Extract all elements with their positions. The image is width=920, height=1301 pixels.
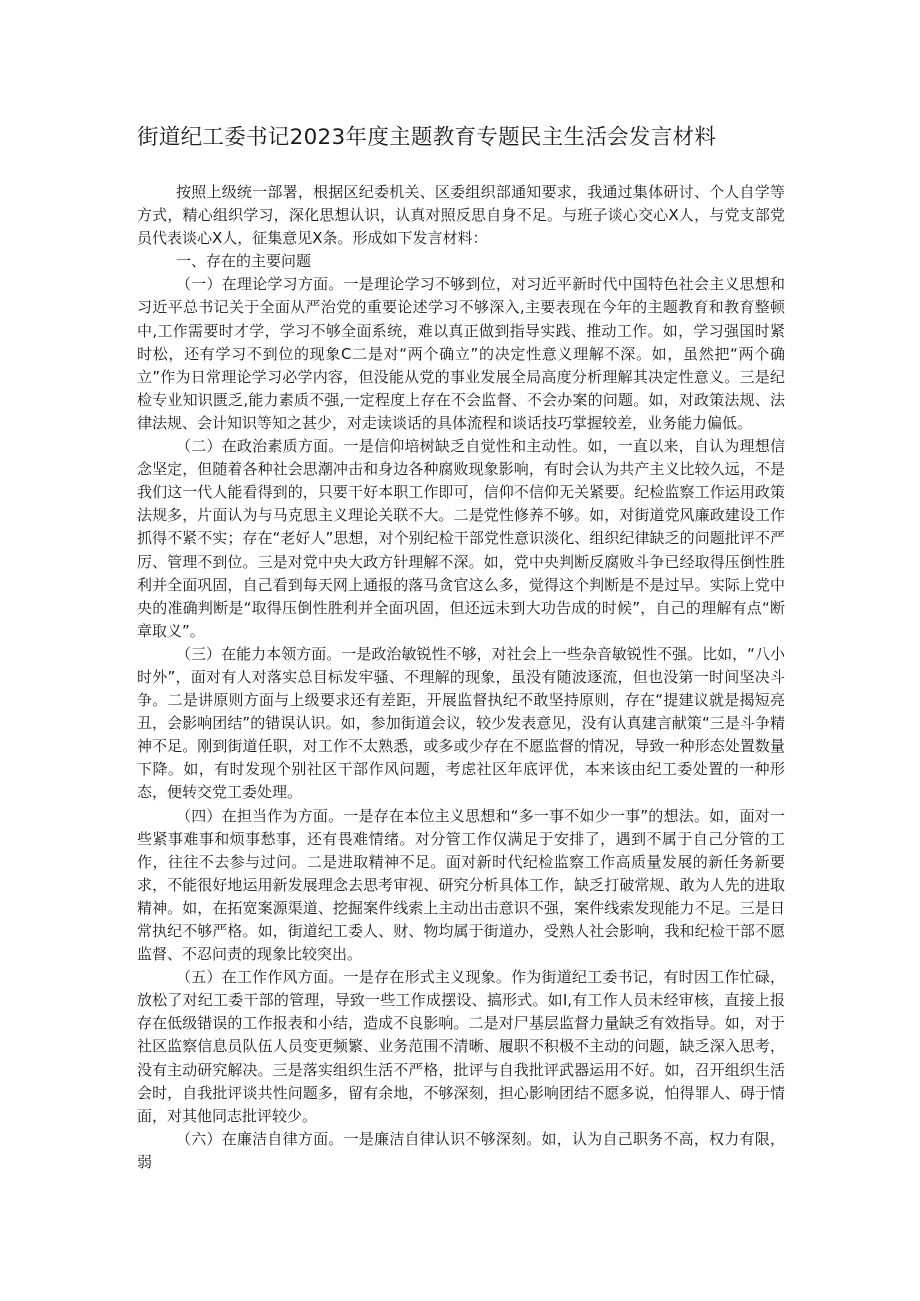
paragraph-political-quality: （二）在政治素质方面。一是信仰培树缺乏自觉性和主动性。如，一直以来，自认为理想信念坚定，但随着各种社会思潮冲击和身边各种腐败现象影响，有时会认为共产主义比较久远，不是我们这一代人能看得到的，只要干好本职工作即可，信仰不信仰无关紧要。纪检监察工作运用政策法规多，片面认为与马克思主义理论关联不大。二是党性修养不够。如，对街道党风廉政建设工作抓得不紧不实；存在“老好人”思想，对个别纪检干部党性意识淡化、组织纪律缺乏的问题批评不严厉、管理不到位。三是对党中央大政方针理解不深。如，党中央判断反腐败斗争已经取得压倒性胜利并全面巩固，自己看到每天网上通报的落马贪官这么多，觉得这个判断是不是过早。实际上党中央的准确判断是“取得压倒性胜利并全面巩固，但还远未到大功告成的时候”，自己的理解有点“断章取义”。 <box>137 437 785 640</box>
document-title: 街道纪工委书记2023年度主题教育专题民主生活会发言材料 <box>137 125 717 150</box>
paragraph-responsibility: （四）在担当作为方面。一是存在本位主义思想和“多一事不如少一事”的想法。如，面对一些紧事难事和烦事愁事，还有畏难情绪。对分管工作仅满足于安排了，遇到不属于自己分管的工作，往往不去参与过问。二是进取精神不足。面对新时代纪检监察工作高质量发展的新任务新要求，不能很好地运用新发展理念去思考审视、研究分析具体工作，缺乏打破常规、敢为人先的进取精神。如，在拓宽案源渠道、挖掘案件线索上主动出击意识不强，案件线索发现能力不足。三是日常执纪不够严格。如，街道纪工委人、财、物均属于街道办，受熟人社会影响，我和纪检干部不愿监督、不忍问责的现象比较突出。 <box>137 806 785 964</box>
section-heading: 一、存在的主要问题 <box>176 252 312 271</box>
paragraph-theory-study: （一）在理论学习方面。一是理论学习不够到位，对习近平新时代中国特色社会主义思想和习近平总书记关于全面从严治党的重要论述学习不够深入,主要表现在今年的主题教育和教育整顿中,工作需要时才学，学习不够全面系统，难以真正做到指导实践、推动工作。如，学习强国时紧时松，还有学习不到位的现象C二是对“两个确立”的决定性意义理解不深。如，虽然把“两个确立”作为日常理论学习必学内容，但没能从党的事业发展全局高度分析理解其决定性意义。三是纪检专业知识匮乏,能力素质不强,一定程度上存在不会监督、不会办案的问题。如，对政策法规、法律法规、会计知识等知之甚少，对走读谈话的具体流程和谈话技巧掌握较差，业务能力偏低。 <box>137 275 785 432</box>
paragraph-integrity: （六）在廉洁自律方面。一是廉洁自律认识不够深刻。如，认为自己职务不高，权力有限，弱 <box>137 1129 785 1171</box>
intro-paragraph: 按照上级统一部署，根据区纪委机关、区委组织部通知要求，我通过集体研讨、个人自学等方式，精心组织学习，深化思想认识，认真对照反思自身不足。与班子谈心交心X人，与党支部党员代表谈心X人，征集意见X条。形成如下发言材料： <box>137 183 785 248</box>
document-body <box>137 181 785 1174</box>
paragraph-work-style: （五）在工作作风方面。一是存在形式主义现象。作为街道纪工委书记，有时因工作忙碌，放松了对纪工委干部的管理，导致一些工作成摆设、搞形式。如I,有工作人员未经审核，直接上报存在低级错误的工作报表和小结，造成不良影响。二是对尸基层监督力量缺乏有效指导。如，对于社区监察信息员队伍人员变更频繁、业务范围不清晰、履职不积极不主动的问题，缺乏深入思考，没有主动研究解决。三是落实组织生活不严格，批评与自我批评武器运用不好。如，召开组织生活会时，自我批评谈共性问题多，留有余地，不够深刻，担心影响团结不愿多说，怕得罪人、碍于情面，对其他同志批评较少。 <box>137 968 785 1125</box>
paragraph-capability: （三）在能力本领方面。一是政治敏锐性不够，对社会上一些杂音敏锐性不强。比如，“八小时外”，面对有人对落实总目标发牢骚、不理解的现象，虽没有随波逐流，但也没第一时间坚决斗争。二是讲原则方面与上级要求还有差距，开展监督执纪不敢坚持原则，存在“提建议就是揭短亮丑，会影响团结”的错误认识。如，参加街道会议，较少发表意见，没有认真建言献策“三是斗争精神不足。刚到街道任职，对工作不太熟悉，或多或少存在不愿监督的情况，导致一种形态处置数量下降。如，有时发现个别社区干部作风问题，考虑社区年底评优，本来该由纪工委处置的一种形态，便转交党工委处理。 <box>137 644 785 802</box>
